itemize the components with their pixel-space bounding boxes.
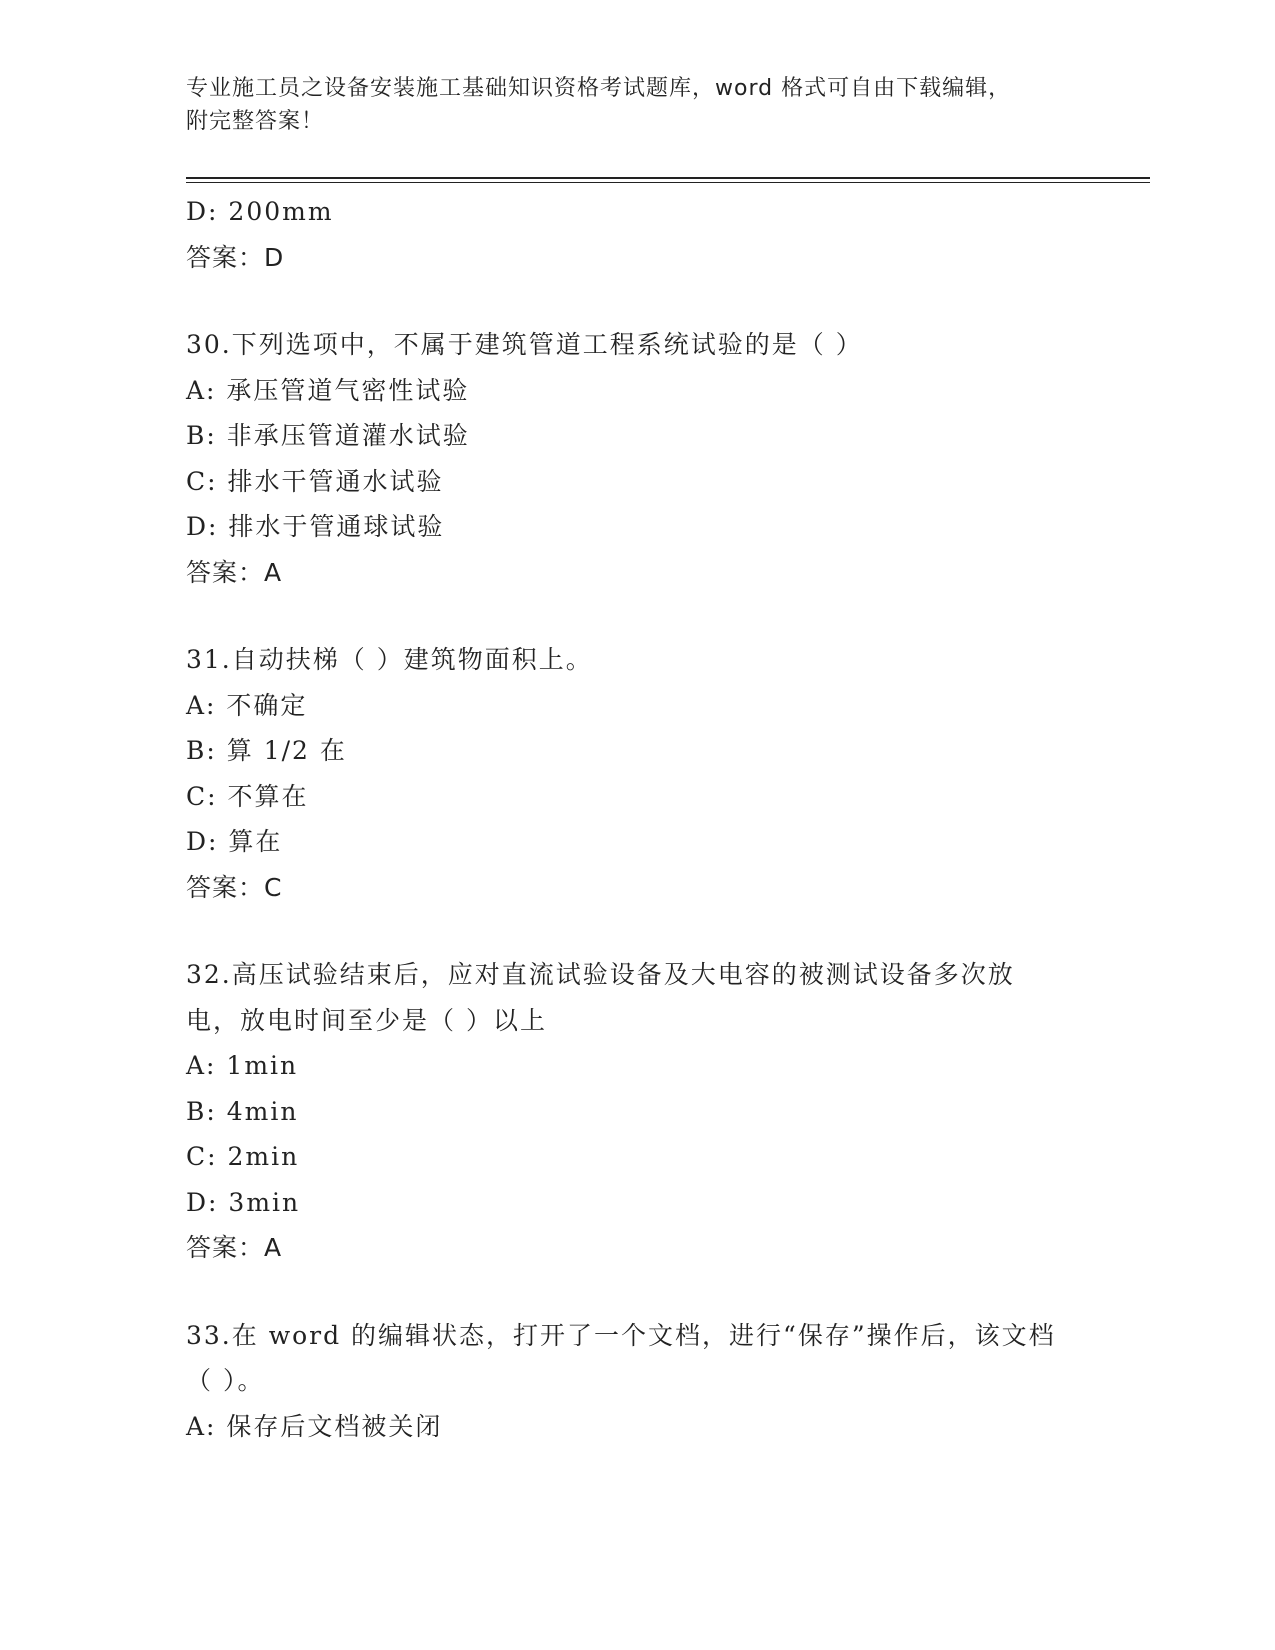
option-a: A: 保存后文档被关闭 xyxy=(186,1411,443,1441)
option-d: D: 3min xyxy=(186,1187,301,1217)
question-text: 32.高压试验结束后，应对直流试验设备及大电容的被测试设备多次放电，放电时间至少是（ ）以上 xyxy=(186,960,1015,1035)
answer: 答案：D xyxy=(186,242,285,272)
option-b: B: 算 1/2 在 xyxy=(186,736,347,765)
question-text: 33.在 word 的编辑状态，打开了一个文档，进行“保存”操作后，该文档（ ）。 xyxy=(186,1320,1056,1395)
option-c: C: 不算在 xyxy=(186,781,309,811)
question-list xyxy=(186,189,1086,1449)
option-a: A: 不确定 xyxy=(186,690,308,720)
question-33 xyxy=(186,1313,1086,1450)
option-b: B: 非承压管道灌水试验 xyxy=(186,421,470,450)
question-text: 30.下列选项中，不属于建筑管道工程系统试验的是（ ） xyxy=(186,330,863,359)
answer: 答案：A xyxy=(186,1233,283,1262)
option-a: A: 1min xyxy=(186,1051,299,1080)
option-b: B: 4min xyxy=(186,1096,299,1126)
header-title-line-2: 附完整答案！ xyxy=(186,109,325,134)
option-d: D: 排水于管通球试验 xyxy=(186,512,445,541)
header-divider-thick xyxy=(186,177,1150,179)
question-text: 31.自动扶梯（ ）建筑物面积上。 xyxy=(186,645,593,674)
option-c: C: 排水干管通水试验 xyxy=(186,466,444,496)
option-c: C: 2min xyxy=(186,1142,300,1171)
question-31 xyxy=(186,637,1086,910)
question-32 xyxy=(186,952,1086,1271)
option-a: A: 承压管道气密性试验 xyxy=(186,375,470,405)
header-divider-thin xyxy=(186,182,1150,183)
question-29-tail xyxy=(186,189,1086,280)
answer: 答案：C xyxy=(186,872,283,902)
page-header xyxy=(186,72,1086,138)
option-d: D: 200mm xyxy=(186,197,334,226)
header-title-line-1: 专业施工员之设备安装施工基础知识资格考试题库，word 格式可自由下载编辑， xyxy=(186,76,1012,101)
question-30 xyxy=(186,322,1086,595)
answer: 答案：A xyxy=(186,557,283,587)
option-d: D: 算在 xyxy=(186,827,283,856)
